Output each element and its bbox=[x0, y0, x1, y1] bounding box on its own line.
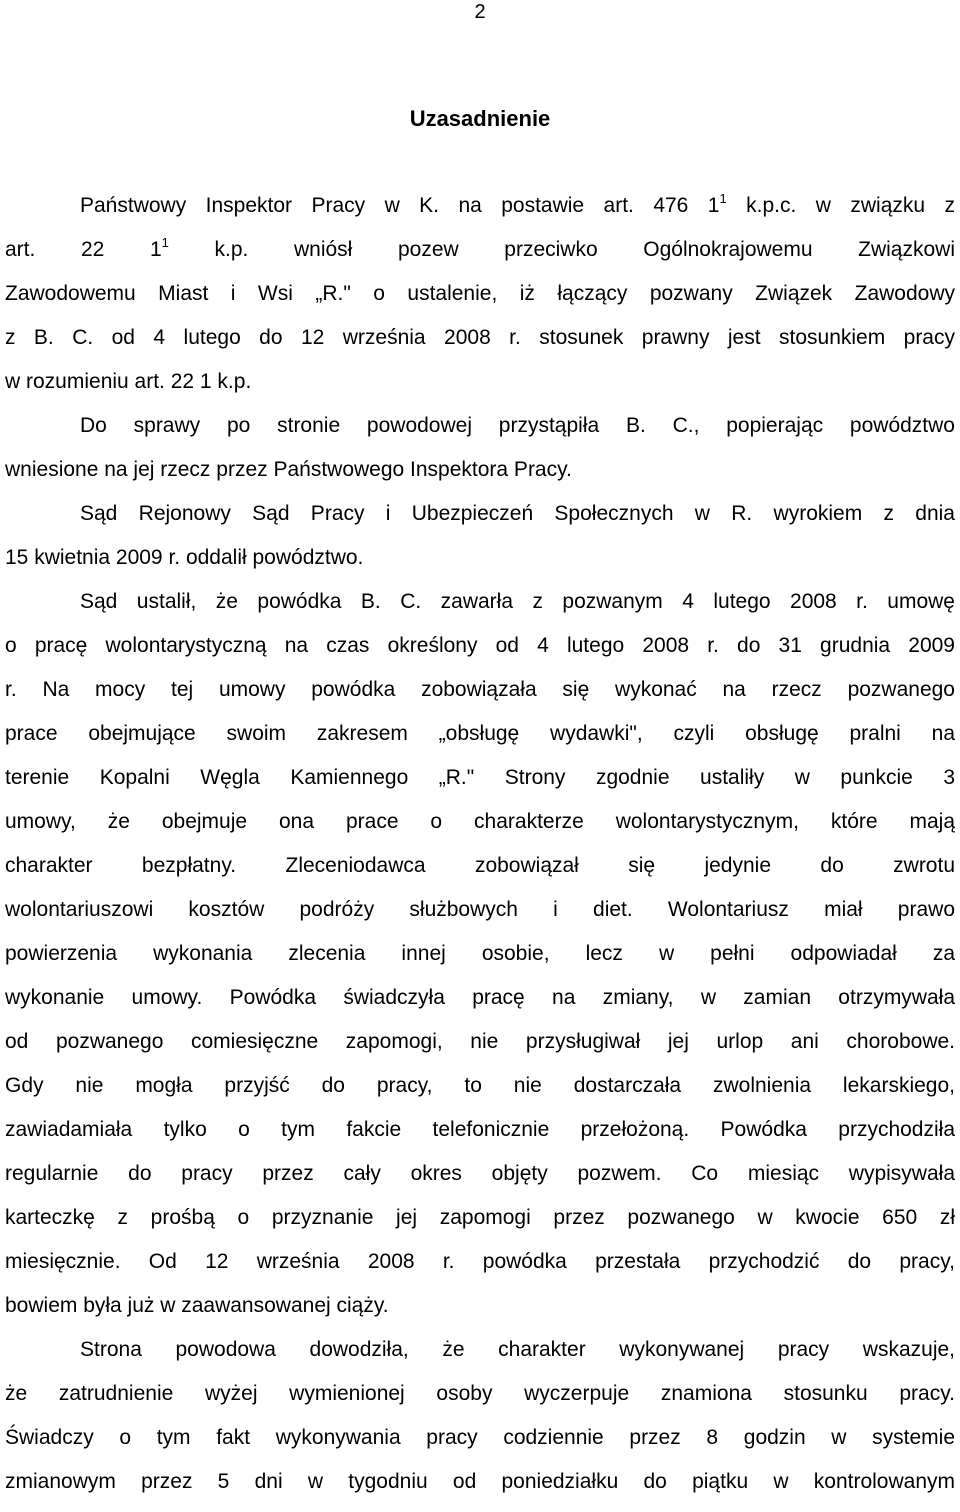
text-line: o pracę wolontarystyczną na czas określony od 4 lutego 2008 r. do 31 grudnia 2009 bbox=[5, 634, 955, 657]
text-line: art. 22 $1^1$ k.p. wniósł pozew przeciwko Ogólnokrajowemu Związkowi bbox=[5, 235, 955, 261]
text-line: że zatrudnienie wyżej wymienionej osoby wyczerpuje znamiona stosunku pracy. bbox=[5, 1382, 955, 1405]
text-line: miesięcznie. Od 12 września 2008 r. powódka przestała przychodzić do pracy, bbox=[5, 1250, 955, 1273]
text-line: od pozwanego comiesięczne zapomogi, nie przysługiwał jej urlop ani chorobowe. bbox=[5, 1030, 955, 1053]
text-line: prace obejmujące swoim zakresem „obsługę wydawki", czyli obsługę pralni na bbox=[5, 722, 955, 745]
text-line: regularnie do pracy przez cały okres objęty pozwem. Co miesiąc wypisywała bbox=[5, 1162, 955, 1185]
document-body bbox=[5, 184, 955, 1504]
text-line: karteczkę z prośbą o przyznanie jej zapomogi przez pozwanego w kwocie 650 zł bbox=[5, 1206, 955, 1229]
document-title: Uzasadnienie bbox=[409, 106, 551, 131]
text-line: Sąd ustalił, że powódka B. C. zawarła z pozwanym 4 lutego 2008 r. umowę bbox=[80, 590, 955, 613]
text-line: Świadczy o tym fakt wykonywania pracy codziennie przez 8 godzin w systemie bbox=[5, 1426, 955, 1449]
text-line: charakter bezpłatny. Zleceniodawca zobowiązał się jedynie do zwrotu bbox=[5, 854, 955, 877]
text-line: Państwowy Inspektor Pracy w K. na postawie art. 476 $1^1$ k.p.c. w związku z bbox=[80, 191, 955, 217]
text-line: wolontariuszowi kosztów podróży służbowych i diet. Wolontariusz miał prawo bbox=[5, 898, 955, 921]
text-line: Zawodowemu Miast i Wsi „R." o ustalenie, iż łączący pozwany Związek Zawodowy bbox=[5, 282, 955, 305]
text-line: zawiadamiała tylko o tym fakcie telefonicznie przełożoną. Powódka przychodziła bbox=[5, 1118, 955, 1141]
text-line: Sąd Rejonowy Sąd Pracy i Ubezpieczeń Społecznych w R. wyrokiem z dnia bbox=[80, 502, 955, 525]
text-line: Strona powodowa dowodziła, że charakter wykonywanej pracy wskazuje, bbox=[80, 1338, 955, 1361]
text-line: 15 kwietnia 2009 r. oddalił powództwo. bbox=[5, 546, 364, 569]
text-line: powierzenia wykonania zlecenia innej osobie, lecz w pełni odpowiadał za bbox=[5, 942, 955, 965]
text-line: zmianowym przez 5 dni w tygodniu od poniedziałku do piątku w kontrolowanym bbox=[5, 1470, 955, 1493]
text-line: bowiem była już w zaawansowanej ciąży. bbox=[5, 1294, 389, 1317]
text-line: umowy, że obejmuje ona prace o charakterze wolontarystycznym, które mają bbox=[5, 810, 955, 833]
text-line: r. Na mocy tej umowy powódka zobowiązała się wykonać na rzecz pozwanego bbox=[5, 678, 955, 701]
text-line: wniesione na jej rzecz przez Państwowego Inspektora Pracy. bbox=[5, 458, 572, 481]
text-line: Do sprawy po stronie powodowej przystąpiła B. C., popierając powództwo bbox=[80, 414, 955, 437]
text-line: Gdy nie mogła przyjść do pracy, to nie dostarczała zwolnienia lekarskiego, bbox=[5, 1074, 955, 1097]
text-line: w rozumieniu art. 22 1 k.p. bbox=[5, 370, 252, 393]
text-line: z B. C. od 4 lutego do 12 września 2008 r. stosunek prawny jest stosunkiem pracy bbox=[5, 326, 955, 349]
text-line: wykonanie umowy. Powódka świadczyła pracę na zmiany, w zamian otrzymywała bbox=[5, 986, 955, 1009]
page-number: 2 bbox=[474, 1, 486, 23]
text-line: terenie Kopalni Węgla Kamiennego „R." Strony zgodnie ustaliły w punkcie 3 bbox=[5, 766, 955, 789]
